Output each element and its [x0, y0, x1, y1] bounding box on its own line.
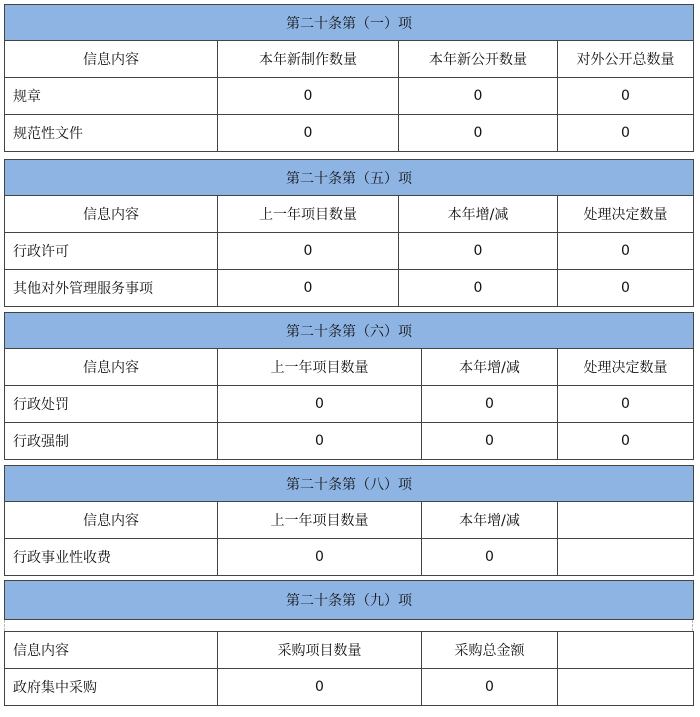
table-cell: 0: [422, 423, 558, 460]
table-cell: 0: [558, 270, 694, 307]
header-row: [5, 196, 694, 233]
table-cell: 0: [399, 270, 558, 307]
column-header: 本年新制作数量: [218, 41, 399, 78]
column-header: 信息内容: [5, 196, 218, 233]
column-header: 处理决定数量: [558, 349, 694, 386]
column-header: 采购总金额: [422, 632, 558, 669]
column-header: 信息内容: [5, 349, 218, 386]
table-cell: 0: [558, 115, 694, 152]
table-row: [5, 115, 694, 152]
section-title: 第二十条第（一）项: [5, 5, 694, 41]
table-row: [5, 233, 694, 270]
column-header: 处理决定数量: [558, 196, 694, 233]
table-cell: 0: [218, 233, 399, 270]
row-label: 规章: [5, 78, 218, 115]
section-article20-item8: [4, 465, 693, 576]
column-header: 本年增/减: [422, 349, 558, 386]
row-label: 行政事业性收费: [5, 539, 218, 576]
table-cell: 0: [218, 539, 422, 576]
column-header: 本年增/减: [399, 196, 558, 233]
column-header: 对外公开总数量: [558, 41, 694, 78]
row-label: 行政强制: [5, 423, 218, 460]
data-table: [4, 465, 694, 576]
section-title: 第二十条第（八）项: [5, 466, 694, 502]
table-cell: 0: [558, 78, 694, 115]
table-cell: 0: [558, 386, 694, 423]
table-cell: 0: [399, 115, 558, 152]
table-row: [5, 669, 694, 706]
data-table: [4, 312, 694, 460]
row-label: 规范性文件: [5, 115, 218, 152]
section-article20-item9-body: [4, 631, 693, 706]
data-table: [4, 580, 694, 620]
table-cell: 0: [558, 233, 694, 270]
section-article20-item5: [4, 159, 693, 307]
section-title: 第二十条第（六）项: [5, 313, 694, 349]
table-cell: 0: [558, 423, 694, 460]
table-cell: 0: [422, 539, 558, 576]
page-break: [4, 620, 693, 631]
column-header: 上一年项目数量: [218, 196, 399, 233]
table-row: [5, 539, 694, 576]
column-header: 信息内容: [5, 41, 218, 78]
section-article20-item1: [4, 4, 693, 152]
table-cell: 0: [422, 386, 558, 423]
column-header: 本年增/减: [422, 502, 558, 539]
data-table: [4, 4, 694, 152]
table-cell: 0: [399, 233, 558, 270]
table-cell: 0: [218, 115, 399, 152]
table-row: [5, 386, 694, 423]
column-header: 上一年项目数量: [218, 502, 422, 539]
column-header: 本年新公开数量: [399, 41, 558, 78]
table-cell: 0: [218, 423, 422, 460]
table-cell: 0: [422, 669, 558, 706]
section-article20-item9: [4, 580, 693, 620]
section-title: 第二十条第（九）项: [5, 581, 694, 620]
header-row: [5, 502, 694, 539]
column-header: [558, 502, 694, 539]
table-cell: [558, 539, 694, 576]
section-article20-item6: [4, 312, 693, 460]
row-label: 政府集中采购: [5, 669, 218, 706]
column-header: 信息内容: [5, 632, 218, 669]
table-cell: 0: [218, 270, 399, 307]
table-cell: [558, 669, 694, 706]
header-row: [5, 349, 694, 386]
table-cell: 0: [218, 78, 399, 115]
table-row: [5, 423, 694, 460]
table-row: [5, 270, 694, 307]
row-label: 行政许可: [5, 233, 218, 270]
data-table: [4, 159, 694, 307]
column-header: 信息内容: [5, 502, 218, 539]
table-row: [5, 78, 694, 115]
column-header: 上一年项目数量: [218, 349, 422, 386]
row-label: 其他对外管理服务事项: [5, 270, 218, 307]
column-header: 采购项目数量: [218, 632, 422, 669]
data-table: [4, 631, 694, 706]
header-row: [5, 41, 694, 78]
table-cell: 0: [218, 386, 422, 423]
row-label: 行政处罚: [5, 386, 218, 423]
table-cell: 0: [218, 669, 422, 706]
table-cell: 0: [399, 78, 558, 115]
column-header: [558, 632, 694, 669]
section-title: 第二十条第（五）项: [5, 160, 694, 196]
header-row: [5, 632, 694, 669]
